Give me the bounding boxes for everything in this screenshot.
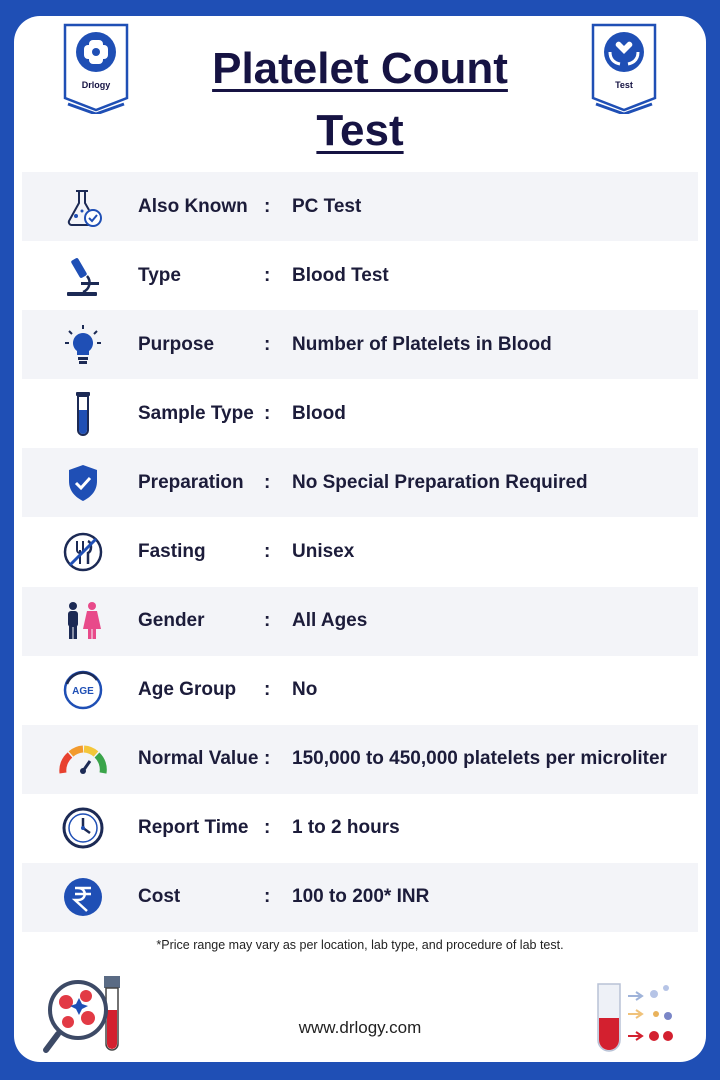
blood-separation-icon: [592, 978, 684, 1059]
fork-knife-crossed-icon: [58, 527, 108, 577]
website-url[interactable]: www.drlogy.com: [298, 1018, 422, 1037]
row-type: [22, 241, 698, 310]
row-value: All Ages: [292, 610, 368, 632]
row-separator: :: [264, 264, 271, 286]
row-value: Blood Test: [292, 264, 389, 286]
title-line-1: Platelet Count: [212, 44, 508, 93]
row-normal-value: [22, 725, 698, 794]
title-line-2: Test: [316, 106, 404, 155]
microscope-icon: [58, 251, 108, 301]
flask-check-icon: [58, 182, 108, 232]
row-label: Normal Value: [138, 748, 259, 770]
row-value: No: [292, 679, 318, 701]
row-value: PC Test: [292, 195, 362, 217]
age-icon-text: AGE: [72, 686, 94, 698]
row-gender: [22, 587, 698, 656]
row-separator: :: [264, 541, 271, 563]
row-preparation: [22, 448, 698, 517]
row-label: Gender: [138, 610, 205, 632]
row-separator: :: [264, 471, 271, 493]
row-value: Blood: [292, 402, 346, 424]
shield-check-icon: [58, 458, 108, 508]
row-separator: :: [264, 610, 271, 632]
gauge-icon: [58, 734, 108, 784]
test-badge: [590, 22, 658, 114]
row-value: Number of Platelets in Blood: [292, 333, 552, 355]
row-label: Purpose: [138, 333, 215, 355]
row-separator: :: [264, 195, 271, 217]
info-card: [14, 16, 706, 1062]
row-separator: :: [264, 748, 271, 770]
blood-cells-magnifier-icon: [42, 972, 138, 1061]
row-label: Cost: [138, 886, 181, 908]
row-also-known: [22, 172, 698, 241]
row-separator: :: [264, 817, 271, 839]
row-age-group: [22, 656, 698, 725]
drlogy-badge-label: Drlogy: [81, 80, 111, 90]
row-sample-type: [22, 379, 698, 448]
row-label: Also Known: [138, 195, 248, 217]
row-label: Preparation: [138, 471, 244, 493]
drlogy-badge: [62, 22, 130, 114]
row-label: Type: [138, 264, 181, 286]
row-separator: :: [264, 402, 271, 424]
test-tube-icon: [58, 389, 108, 439]
row-label: Sample Type: [138, 402, 254, 424]
row-purpose: [22, 310, 698, 379]
row-label: Age Group: [138, 679, 237, 701]
price-disclaimer: *Price range may vary as per location, lab type, and procedure of lab test.: [156, 938, 564, 952]
test-badge-label: Test: [615, 80, 633, 90]
row-value: No Special Preparation Required: [292, 471, 588, 493]
row-report-time: [22, 794, 698, 863]
row-value: 150,000 to 450,000 platelets per microliter: [292, 748, 667, 770]
row-value: 100 to 200* INR: [292, 886, 430, 908]
age-icon: [58, 665, 108, 715]
row-value: 1 to 2 hours: [292, 817, 400, 839]
row-fasting: [22, 517, 698, 586]
lightbulb-icon: [58, 320, 108, 370]
page-title: [134, 38, 586, 162]
male-female-icon: [58, 596, 108, 646]
row-separator: :: [264, 886, 271, 908]
row-value: Unisex: [292, 541, 355, 563]
rupee-icon: [58, 872, 108, 922]
row-label: Fasting: [138, 541, 206, 563]
row-cost: [22, 863, 698, 932]
info-table: [22, 172, 698, 932]
clock-icon: [58, 803, 108, 853]
row-label: Report Time: [138, 817, 249, 839]
row-separator: :: [264, 333, 271, 355]
row-separator: :: [264, 679, 271, 701]
